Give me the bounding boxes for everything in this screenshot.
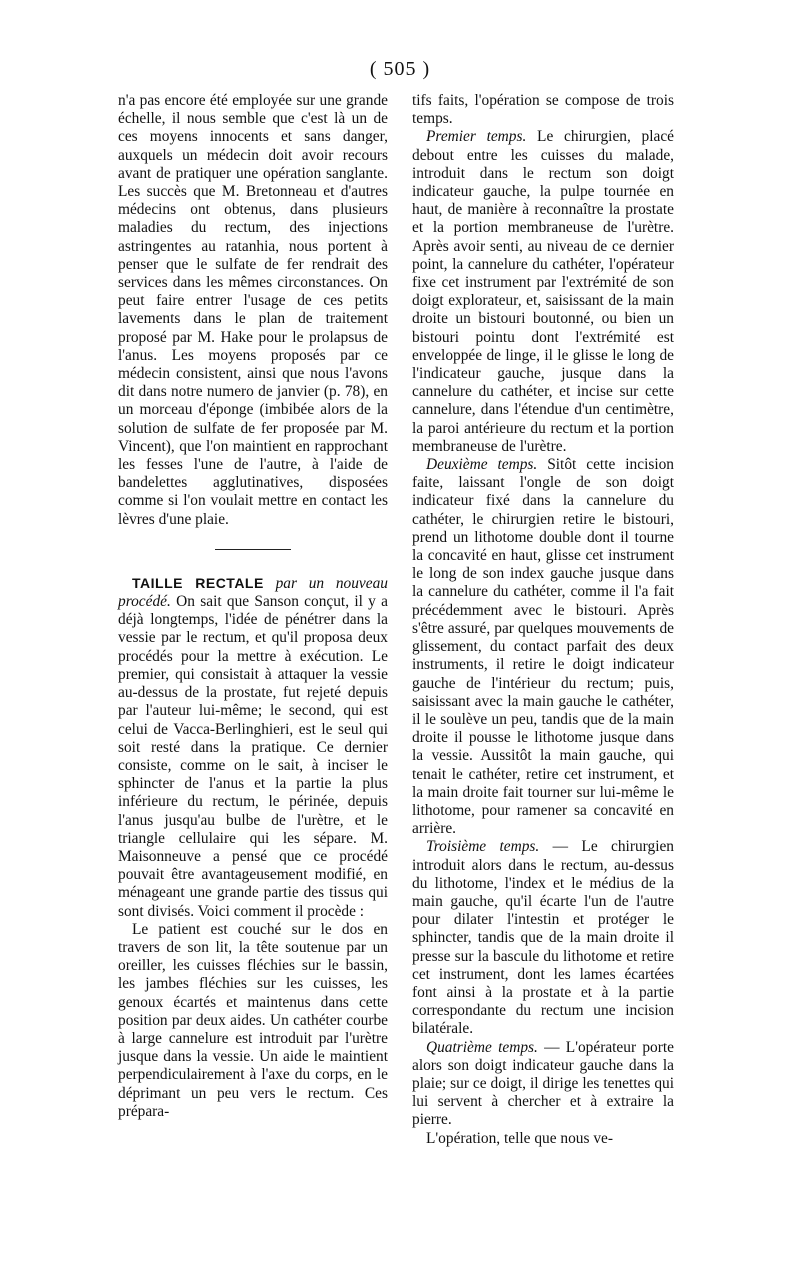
left-column [118, 92, 388, 1121]
paragraph-text: Le chirurgien, placé debout entre les cuisses du malade, introduit dans le rectum son doigt indicateur gauche, la pulpe tournée en haut, de manière à reconnaître la prostate et la portion membraneuse de l'urètre. Après avoir senti, au niveau de ce dernier point, la cannelure du cathéter, l'opérateur fixe cet instrument par l'extrémité de son doigt explorateur, et, saisissant de la main droite un bistouri boutonné, ou bien un bistouri pointu dont l'extrémité est enveloppée de linge, il le glisse le long de l'indicateur gauche, jusque dans la cannelure du cathéter, et incise sur cette cannelure, dans l'étendue d'un centimètre, la paroi antérieure du rectum et la portion membraneuse de l'urètre. [412, 128, 675, 455]
paragraph-premier-temps [412, 128, 674, 456]
step-title: Deuxième temps. [426, 456, 538, 474]
page-number: ( 505 ) [369, 58, 431, 80]
step-title: Premier temps. [426, 128, 527, 146]
section-divider [215, 549, 291, 550]
section-heading: TAILLE RECTALE [132, 574, 264, 591]
paragraph-deuxieme-temps [412, 456, 674, 838]
section-subheading: par un nouveau procédé. [118, 574, 388, 611]
paragraph-quatrieme-temps [412, 1039, 674, 1130]
right-column [412, 92, 674, 1148]
paragraph-troisieme-temps [412, 838, 674, 1038]
step-title: Quatrième temps. [426, 1038, 538, 1056]
paragraph-patient-position: Le patient est couché sur le dos en travers de son lit, la tête soutenue par un oreiller, les cuisses fléchies sur le bassin, les jambes fléchies sur les cuisses, les genoux écartés et maintenus dans cette position par deux aides. Un cathéter courbe à large cannelure est introduit par l'urètre jusque dans la vessie. Un aide le maintient perpendiculairement à l'axe du corps, en le déprimant un peu vers le rectum. Ces prépara- [118, 920, 388, 1120]
paragraph-text: On sait que Sanson conçut, il y a déjà longtemps, l'idée de pénétrer dans la vessie par le rectum, et qu'il proposa deux procédés pour la mettre à exécution. Le premier, qui consistait à attaquer la vessie au-dessus de la prostate, fut rejeté depuis par l'auteur lui-même; le second, qui est celui de Vacca-Berlinghieri, est le seul qui soit resté dans la pratique. Ce dernier consiste, comme on le sait, à inciser le sphincter de l'anus et la partie la plus inférieure du rectum, le périnée, depuis l'anus jusqu'au bulbe de l'urètre, et le triangle cellulaire qui les sépare. M. Maisonneuve a pensé que ce procédé pouvait être avantageusement modifié, en ménageant une grande partie des tissus qui sont divisés. Voici comment il procède : [118, 593, 388, 920]
paragraph-continuation: tifs faits, l'opération se compose de trois temps. [412, 92, 674, 128]
paragraph-ferrous-sulfate: n'a pas encore été employée sur une grande échelle, il nous semble que c'est là un de ces moyens innocents et sans danger, auxquels un médecin doit avoir recours avant de pratiquer une opération sanglante. Les succès que M. Bretonneau et d'autres médecins ont obtenus, dans plusieurs maladies du rectum, des injections astringentes au ratanhia, nous portent à penser que le sulfate de fer rendrait des services dans les mêmes circonstances. On peut faire entrer l'usage de ces petits lavements dans le plan de traitement proposé par M. Hake pour le prolapsus de l'anus. Les moyens proposés par ce médecin consistent, ainsi que nous l'avons dit dans notre numero de janvier (p. 78), en un morceau d'éponge (imbibée alors de la solution de sulfate de fer proposée par M. Vincent), que l'on maintient en rapprochant les fesses l'une de l'autre, à l'aide de bandelettes agglutinatives, disposées comme si l'on voulait mettre en contact les lèvres d'une plaie. [118, 92, 388, 528]
paragraph-operation-end: L'opération, telle que nous ve- [426, 1129, 613, 1147]
paragraph-text: — Le chirurgien introduit alors dans le rectum, au-dessus du lithotome, l'index et le médius de la main gauche, qu'il écarte l'un de l'autre pour dilater l'intestin et protéger le sphincter, tandis que de la main droite il presse sur la bascule du lithotome et retire cet instrument, dont les lames écartées font ainsi à la prostate et à la partie correspondante du rectum une incision bilatérale. [412, 838, 674, 1038]
step-title: Troisième temps. [426, 838, 540, 856]
paragraph-text: Sitôt cette incision faite, laissant l'ongle de son doigt indicateur fixé dans la cannelure du cathéter, le chirurgien retire le bistouri, prend un lithotome double dont il tourne la concavité en haut, glisse cet instrument le long de son index gauche jusque dans la cannelure du cathéter, comme il l'a fait précédemment avec le bistouri. Après s'être assuré, par quelques mouvements de glissement, du contact parfait des deux instruments, il retire le doigt indicateur gauche de l'intérieur du rectum; puis, saisissant avec la main gauche le cathéter, il le soulève un peu, tandis que de la main droite il pousse le lithotome jusque dans la vessie. Aussitôt la main gauche, qui tenait le cathéter, retire cet instrument, et la main droite fait tourner sur lui-même le lithotome, pour ramener sa concavité en arrière. [412, 456, 674, 838]
paragraph-taille-rectale [118, 574, 388, 921]
paragraph-text: — L'opérateur porte alors son doigt indicateur gauche dans la plaie; sur ce doigt, il dirige les tenettes qui lui servent à chercher et à extraire la pierre. [412, 1038, 674, 1129]
